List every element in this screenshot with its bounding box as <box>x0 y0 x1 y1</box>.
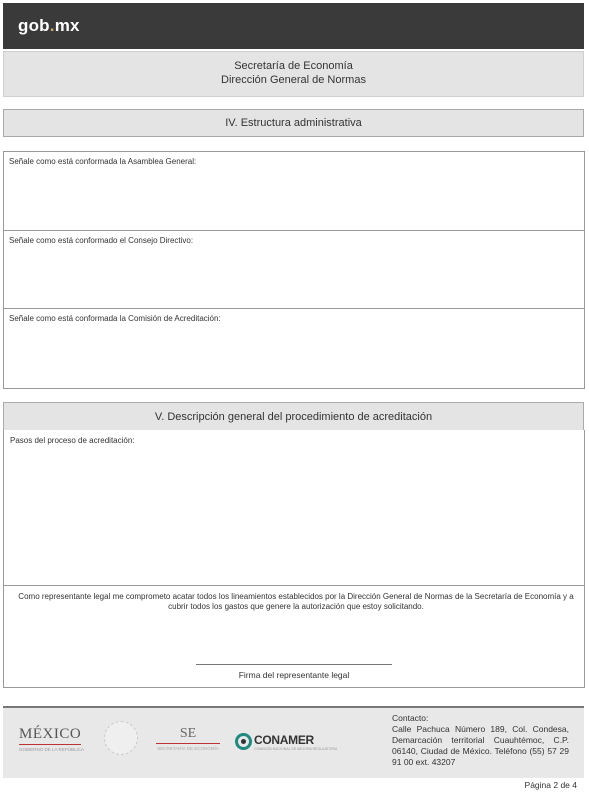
section-5-fields <box>3 430 585 688</box>
national-seal-icon <box>104 721 138 755</box>
contact-info <box>392 713 569 768</box>
section-4-title: IV. Estructura administrativa <box>3 109 584 137</box>
field-label: Señale como está conformada la Comisión de Acreditación: <box>9 314 221 323</box>
consejo-directivo-field[interactable] <box>4 231 584 309</box>
se-logo: SE SECRETARÍA DE ECONOMÍA <box>157 726 219 751</box>
signature-label: Firma del representante legal <box>238 670 350 680</box>
contact-address: Calle Pachuca Número 189, Col. Condesa, Demarcación territorial Cuauhtémoc, C.P. 06140, Ciudad de México. Teléfono (55) 57 29 91 00 ext. 43207 <box>392 724 569 767</box>
signature-line[interactable] <box>196 664 392 665</box>
directorate-name: Dirección General de Normas <box>221 74 366 86</box>
legal-commitment-box <box>4 586 584 686</box>
asamblea-general-field[interactable] <box>4 152 584 231</box>
contact-title: Contacto: <box>392 713 429 723</box>
conamer-ring-icon <box>235 733 252 750</box>
legal-commitment-text: Como representante legal me comprometo acatar todos los lineamientos establecidos por la Dirección General de Normas de la Secretaría de Economía y a cubrir todos los gastos que genere la autorización que estoy solicitando. <box>18 592 574 611</box>
field-label: Pasos del proceso de acreditación: <box>10 436 135 445</box>
header-box <box>3 51 584 97</box>
page-number: Página 2 de 4 <box>524 780 577 790</box>
accreditation-steps-field[interactable] <box>4 430 584 586</box>
section-5-title: V. Descripción general del procedimiento de acreditación <box>3 402 584 432</box>
gobmx-logo[interactable]: gob.mx <box>18 16 80 35</box>
section-4-fields <box>3 151 585 389</box>
comision-acreditacion-field[interactable] <box>4 309 584 387</box>
footer: MÉXICO GOBIERNO DE LA REPÚBLICA SE SECRETARÍA DE ECONOMÍA CONAMER COMISIÓN NACIONAL DE MEJORA REGULATORIA Contacto: Calle Pachuca Número 189, Col. Condesa, Demarcación territorial Cuauhtémoc, C.P. 06140, Ciudad de México. Teléfono (55) 57 29 91 00 ext. 43207 <box>3 706 584 778</box>
top-bar <box>3 3 584 49</box>
mexico-logo: MÉXICO GOBIERNO DE LA REPÚBLICA <box>19 726 85 752</box>
field-label: Señale como está conformado el Consejo Directivo: <box>9 236 194 245</box>
secretariat-name: Secretaría de Economía <box>234 60 353 72</box>
field-label: Señale como está conformada la Asamblea General: <box>9 157 197 166</box>
